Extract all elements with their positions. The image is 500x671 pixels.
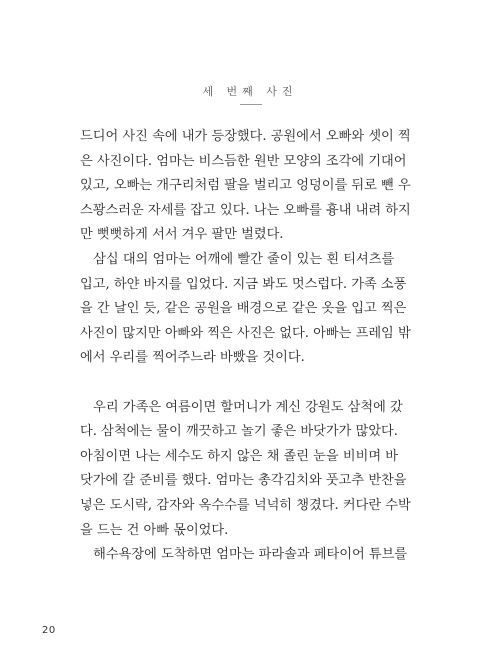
text-line: 스꽝스러운 자세를 잡고 있다. 나는 오빠를 흉내 내려 하지 <box>80 202 411 218</box>
title-underline <box>240 104 262 105</box>
text-line: 있고, 오빠는 개구리처럼 팔을 벌리고 엉덩이를 뒤로 뺀 우 <box>80 178 411 194</box>
text-line: 넣은 도시락, 감자와 옥수수를 넉넉히 챙겼다. 커다란 수박 <box>80 497 411 513</box>
text-line: 을 간 날인 듯, 같은 공원을 배경으로 같은 옷을 입고 찍은 <box>80 301 407 317</box>
text-line: 드디어 사진 속에 내가 등장했다. 공원에서 오빠와 셋이 찍 <box>80 129 411 144</box>
text-line: 삼십 대의 엄마는 어깨에 빨간 줄이 있는 흰 티셔츠를 <box>80 251 395 267</box>
text-line: 사진이 많지만 아빠와 찍은 사진은 없다. 아빠는 프레임 밖 <box>80 325 411 341</box>
section-break <box>80 371 414 396</box>
text-line: 해수욕장에 도착하면 엄마는 파라솔과 페타이어 튜브를 <box>80 547 408 563</box>
text-line: 은 사진이다. 엄마는 비스듬한 원반 모양의 조각에 기대어 <box>80 153 407 169</box>
paragraph <box>80 396 414 544</box>
text-line: 을 드는 건 아빠 몫이었다. <box>80 522 229 538</box>
text-line: 아침이면 나는 세수도 하지 않은 채 졸린 눈을 비비며 바 <box>80 448 398 464</box>
chapter-title: 세 번째 사진 <box>202 85 298 98</box>
text-line: 우리 가족은 여름이면 할머니가 계신 강원도 삼척에 갔 <box>80 399 403 415</box>
body-text <box>80 125 414 568</box>
text-line: 만 뻣뻣하게 서서 겨우 팔만 벌렸다. <box>80 227 284 243</box>
paragraph <box>80 125 414 248</box>
paragraph <box>80 248 414 371</box>
text-line: 입고, 하얀 바지를 입었다. 지금 봐도 멋스럽다. 가족 소풍 <box>80 276 407 292</box>
text-line: 다. 삼척에는 물이 깨끗하고 놀기 좋은 바닷가가 많았다. <box>80 424 398 440</box>
page-number: 20 <box>42 625 56 636</box>
paragraph <box>80 543 414 568</box>
text-line: 닷가에 갈 준비를 했다. 엄마는 총각김치와 풋고추 반찬을 <box>80 473 407 489</box>
text-line: 에서 우리를 찍어주느라 바빴을 것이다. <box>80 350 305 366</box>
